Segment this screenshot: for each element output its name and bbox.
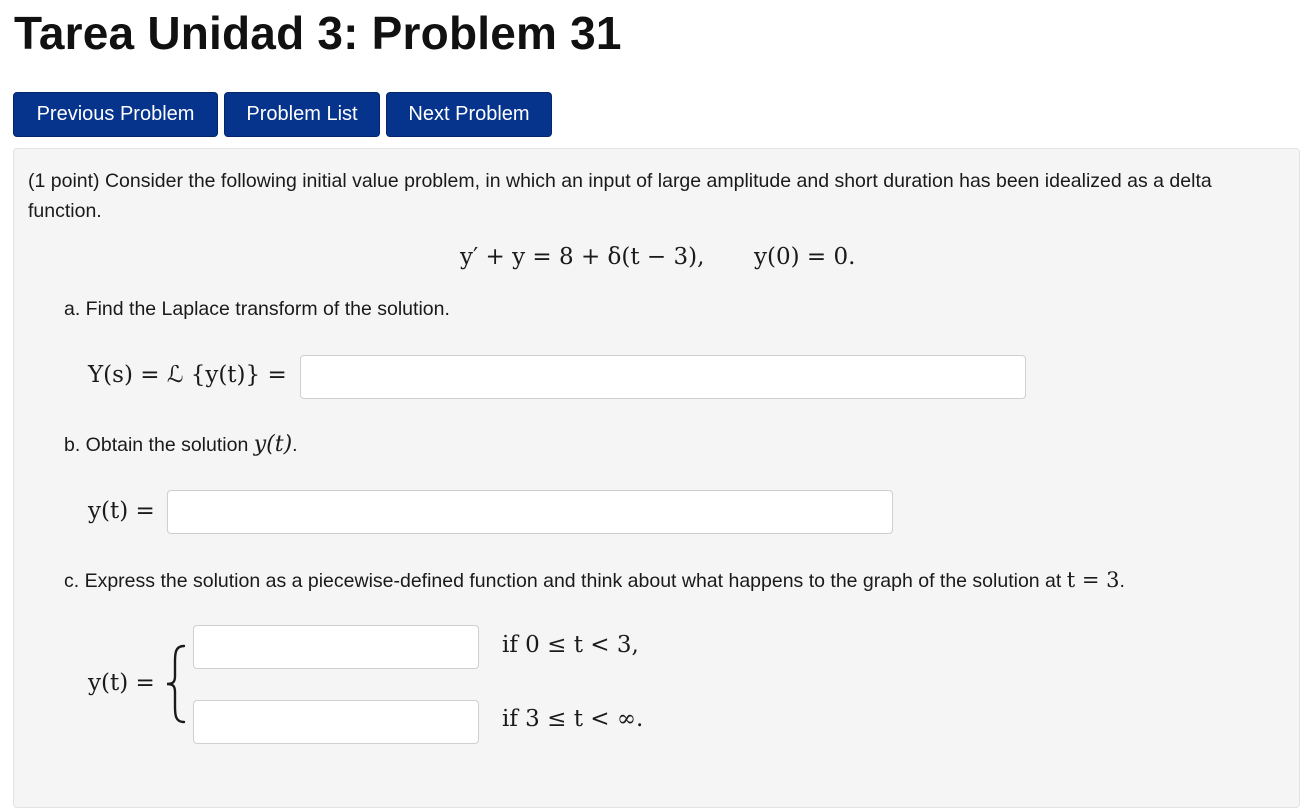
problem-intro: (1 point) Consider the following initial value problem, in which an input of large amplitude and short duration has been idealized as a delta function. [28,170,1212,222]
initial-condition: y(0) = 0. [754,244,856,270]
left-brace-icon [164,644,188,724]
previous-problem-button[interactable]: Previous Problem [13,92,218,137]
part-b-prompt-text: b. Obtain the solution [64,434,254,456]
piece2-condition: if 3 ≤ t < ∞. [502,706,644,732]
part-c-label: y(t) = [88,670,155,696]
part-b-prompt-end: . [292,434,298,456]
differential-equation: y′ + y = 8 + δ(t − 3), [460,244,705,270]
next-problem-button[interactable]: Next Problem [386,92,552,137]
part-c-prompt-math: t = 3 [1066,568,1120,592]
part-c-prompt-text: c. Express the solution as a piecewise-defined function and think about what happens to the graph of the solution at [64,570,1067,592]
solution-input[interactable] [167,490,893,534]
piece2-input[interactable] [193,700,479,744]
piece1-input[interactable] [193,625,479,669]
part-b-label: y(t) = [88,498,155,524]
laplace-transform-input[interactable] [300,355,1026,399]
part-c-prompt-end: . [1119,570,1125,592]
part-a-label: Y(s) = ℒ {y(t)} = [88,362,287,388]
problem-list-button[interactable]: Problem List [224,92,380,137]
page-title: Tarea Unidad 3: Problem 31 [14,7,622,59]
part-a-prompt: a. Find the Laplace transform of the solution. [64,298,450,320]
part-c-prompt [64,568,1125,593]
part-b-prompt-math: y(t) [253,432,293,457]
problem-navigation [13,92,552,137]
piece1-condition: if 0 ≤ t < 3, [502,632,639,658]
part-b-prompt [64,432,298,457]
